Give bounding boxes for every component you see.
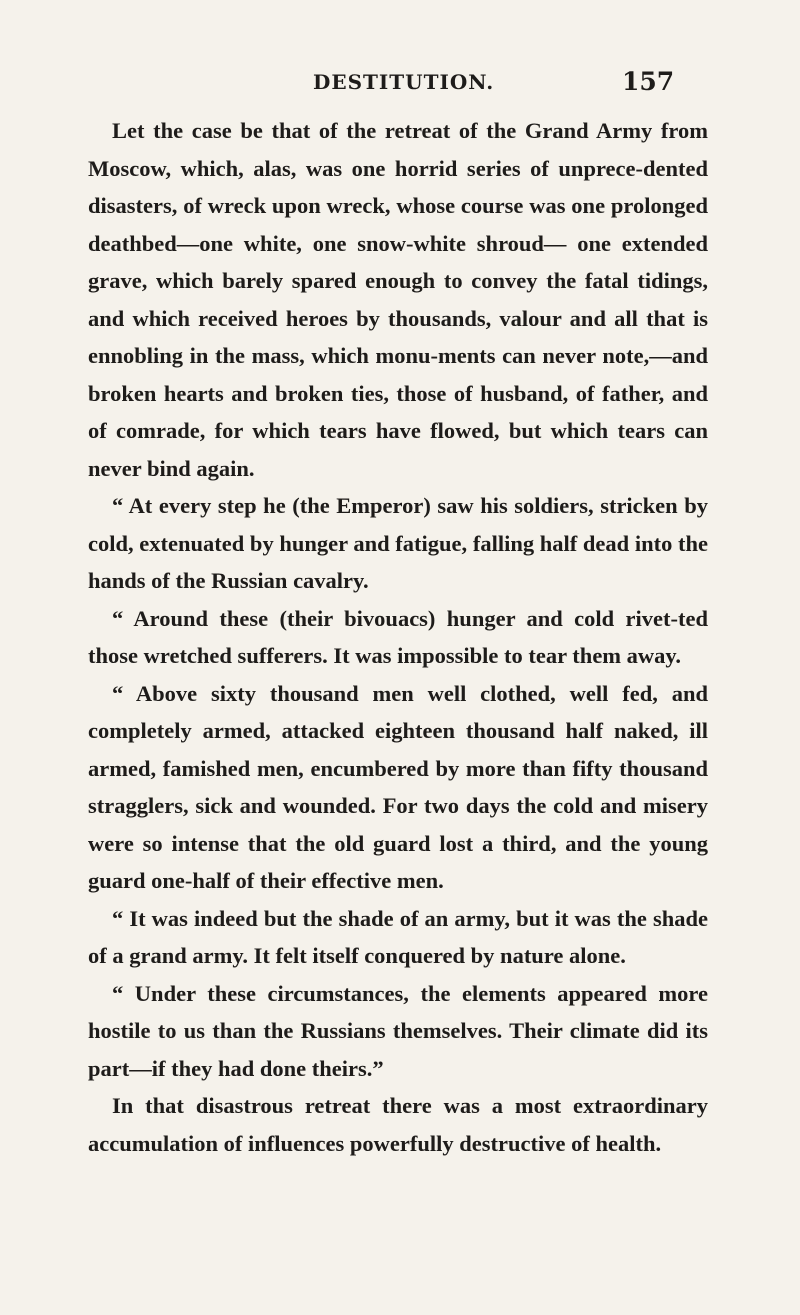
- paragraph: Let the case be that of the retreat of the Grand Army from Moscow, which, alas, was one horrid series of unprece-dented disasters, of wreck upon wreck, whose course was one prolonged deathbed—one white, one snow-white shroud— one extended grave, which barely spared enough to convey the fatal tidings, and which received heroes by thousands, valour and all that is ennobling in the mass, which monu-ments can never note,—and broken hearts and broken ties, those of husband, of father, and of comrade, for which tears have flowed, but which tears can never bind again.: [88, 118, 708, 481]
- page-number: 157: [622, 67, 675, 96]
- paragraph: “ It was indeed but the shade of an army, but it was the shade of a grand army. It felt itself conquered by nature alone.: [88, 905, 708, 968]
- paragraph: “ At every step he (the Emperor) saw his soldiers, stricken by cold, extenuated by hunger and fatigue, falling half dead into the hands of the Russian cavalry.: [88, 493, 708, 593]
- paragraph: “ Under these circumstances, the elements appeared more hostile to us than the Russians themselves. Their climate did its part—if they had done theirs.”: [88, 980, 708, 1081]
- paragraph: “ Around these (their bivouacs) hunger and cold rivet-ted those wretched sufferers. It was impossible to tear them away.: [88, 605, 708, 668]
- running-title: DESTITUTION.: [313, 70, 495, 94]
- paragraph: In that disastrous retreat there was a most extraordinary accumulation of influences powerfully destructive of health.: [88, 1093, 708, 1156]
- paragraph: “ Above sixty thousand men well clothed, well fed, and completely armed, attacked eighteen thousand half naked, ill armed, famished men, encumbered by more than fifty thousand stragglers, sick and wounded. For two days the cold and misery were so intense that the old guard lost a third, and the young guard one-half of their effective men.: [88, 680, 708, 893]
- body-text: [88, 112, 708, 1162]
